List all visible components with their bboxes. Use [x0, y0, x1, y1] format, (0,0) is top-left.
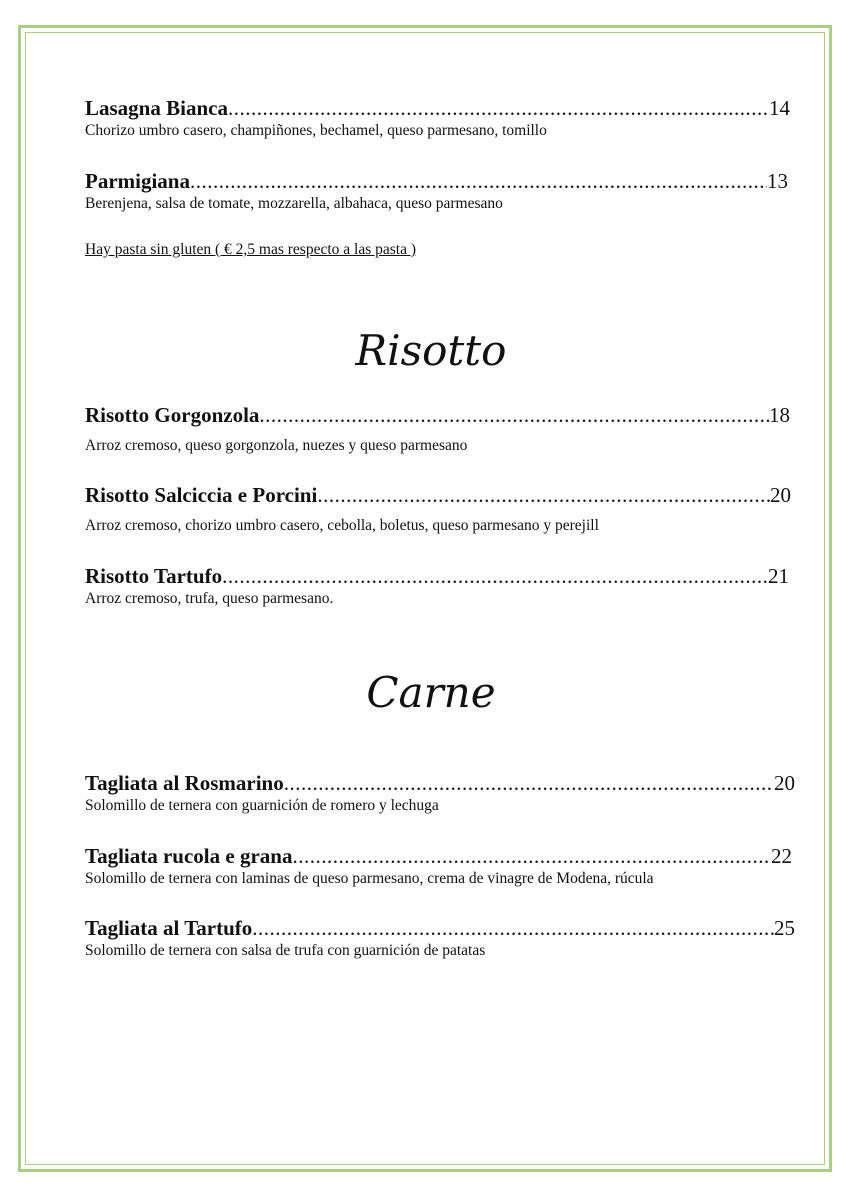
dish-name: Risotto Gorgonzola	[85, 403, 260, 427]
dish-name: Risotto Salciccia e Porcini	[85, 483, 318, 507]
menu-item-line	[85, 843, 792, 869]
dot-leader	[228, 95, 769, 121]
menu-item-line	[85, 770, 795, 796]
dish-description: Chorizo umbro casero, champiñones, bechamel, queso parmesano, tomillo	[85, 122, 547, 139]
menu-item-line	[85, 915, 795, 941]
dish-description: Arroz cremoso, trufa, queso parmesano.	[85, 590, 334, 607]
menu-item-risotto-gorgonzola	[85, 402, 790, 456]
dot-leader	[222, 563, 768, 589]
dish-price: 13	[767, 169, 788, 193]
dish-name: Parmigiana	[85, 169, 190, 193]
menu-item-line	[85, 482, 791, 508]
menu-item-line	[85, 168, 788, 194]
dish-description: Berenjena, salsa de tomate, mozzarella, albahaca, queso parmesano	[85, 195, 503, 212]
dot-leader	[190, 168, 767, 194]
menu-item-line	[85, 95, 790, 121]
dish-price: 22	[771, 844, 792, 868]
dish-name: Tagliata al Tartufo	[85, 916, 253, 940]
dish-price: 18	[769, 403, 790, 427]
menu-item-tagliata-rucola-e-grana	[85, 843, 792, 889]
menu-item-line	[85, 563, 789, 589]
dot-leader	[259, 402, 769, 428]
dish-price: 14	[769, 96, 790, 120]
dish-name: Risotto Tartufo	[85, 564, 223, 588]
menu-item-risotto-salciccia-e-porcini	[85, 482, 791, 536]
dish-price: 25	[774, 916, 795, 940]
menu-item-lasagna-bianca	[85, 95, 790, 141]
dish-name: Tagliata al Rosmarino	[85, 771, 284, 795]
dish-price: 21	[768, 564, 789, 588]
dish-price: 20	[770, 483, 791, 507]
dot-leader	[252, 915, 774, 941]
section-title-risotto: Risotto	[355, 326, 507, 375]
menu-item-tagliata-al-rosmarino	[85, 770, 795, 816]
dish-description: Solomillo de ternera con salsa de trufa con guarnición de patatas	[85, 942, 486, 959]
dot-leader	[317, 482, 770, 508]
dot-leader	[292, 843, 771, 869]
dish-name: Tagliata rucola e grana	[85, 844, 293, 868]
menu-item-tagliata-al-tartufo	[85, 915, 795, 961]
dish-name: Lasagna Bianca	[85, 96, 228, 120]
dish-description: Solomillo de ternera con laminas de queso parmesano, crema de vinagre de Modena, rúcula	[85, 870, 654, 887]
dish-description: Solomillo de ternera con guarnición de romero y lechuga	[85, 797, 439, 814]
dish-price: 20	[774, 771, 795, 795]
menu-item-line	[85, 402, 790, 428]
section-title-carne: Carne	[366, 668, 496, 717]
dish-description: Arroz cremoso, chorizo umbro casero, cebolla, boletus, queso parmesano y perejill	[85, 517, 599, 534]
menu-item-parmigiana	[85, 168, 788, 214]
gluten-free-note: Hay pasta sin gluten ( € 2,5 mas respecto a las pasta )	[85, 241, 417, 258]
menu-item-risotto-tartufo	[85, 563, 789, 609]
dot-leader	[284, 770, 774, 796]
dish-description: Arroz cremoso, queso gorgonzola, nuezes y queso parmesano	[85, 437, 468, 454]
